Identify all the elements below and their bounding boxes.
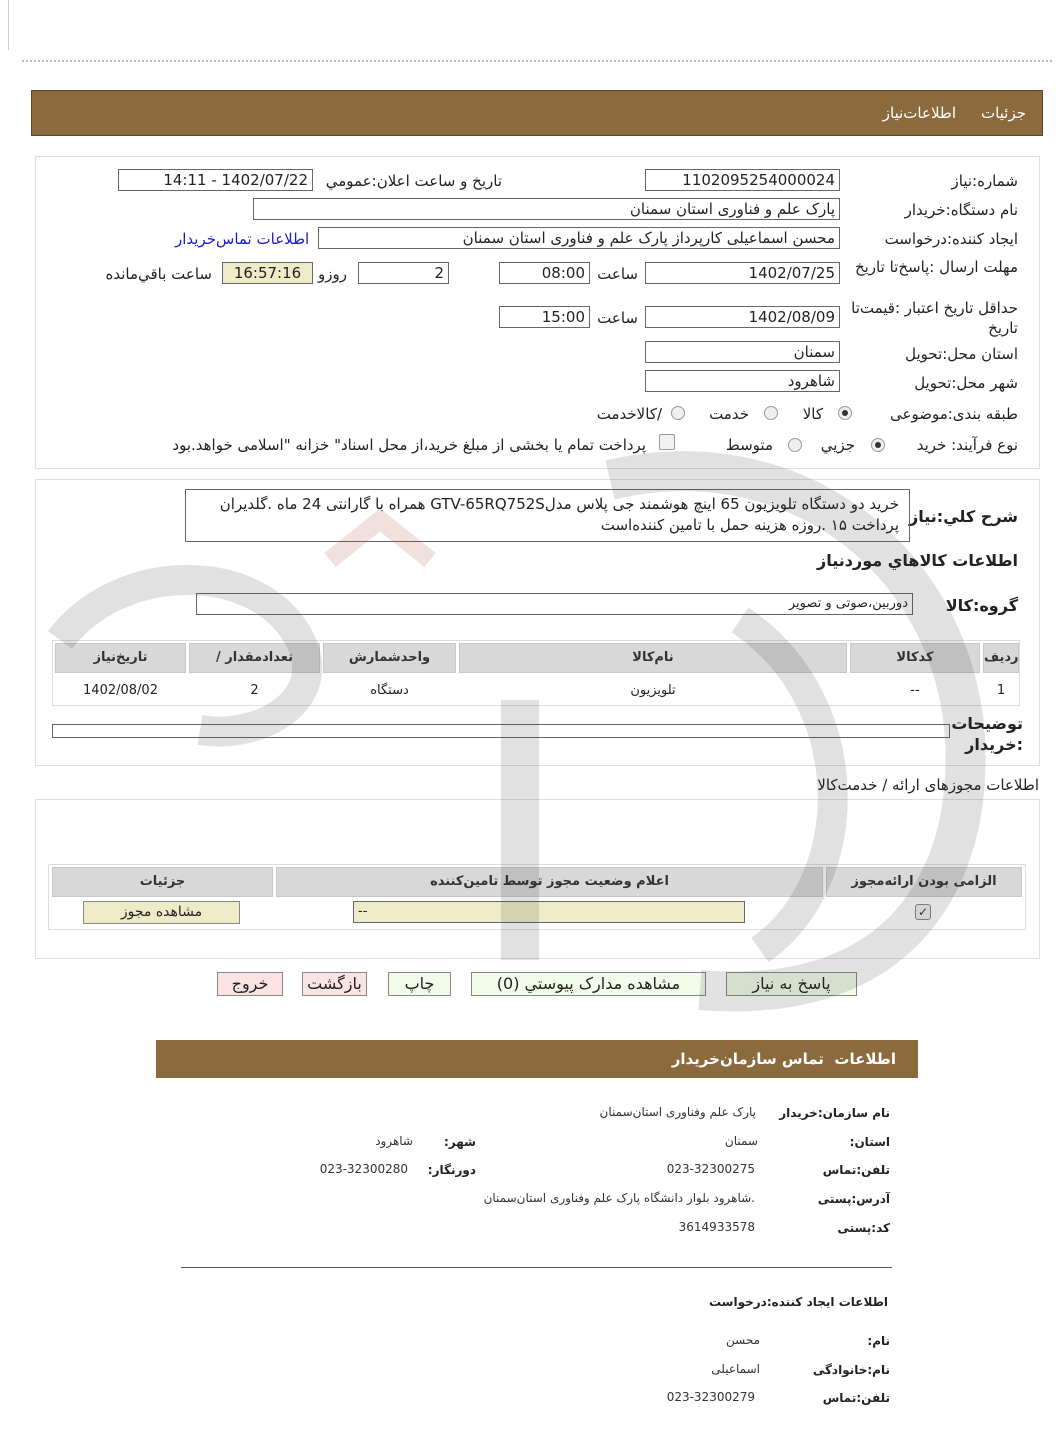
category-service-label: خدمت [709,405,749,423]
creator-phone-value: 023-32300279 [666,1390,755,1404]
back-button[interactable]: بازگشت [302,972,367,996]
tab-need-info[interactable]: اطلاعات‌نیاز [882,104,956,122]
top-dotted-separator [22,60,1052,62]
contact-postal-value: 3614933578 [678,1220,755,1234]
goods-cell-date: 1402/08/02 [83,683,158,698]
remaining-time-label: ساعت باقي‌مانده [105,265,212,283]
left-border-line [8,0,9,50]
treasury-note: پرداخت تمام يا بخشی از مبلغ خريد،از محل اسناد" خزانه "اسلامی خواهد.بود [172,436,646,454]
process-label: نوع فرآيند: خريد [916,436,1018,454]
goods-cell-unit: دستگاه [370,683,409,698]
buyer-contact-link[interactable]: اطلاعات تماس‌خريدار [175,230,310,248]
creator-family-label: نام:خانوادگی [812,1363,890,1377]
attachments-button[interactable]: مشاهده مدارک پيوستي (0) [471,972,706,996]
description-label: شرح کلي:نياز [909,507,1018,526]
category-both-radio[interactable] [671,406,685,420]
city-field: شاهرود [645,370,840,392]
buyer-org-field: پارک علم و فناوری استان سمنان [253,198,840,220]
goods-col-code: کدکالا [850,643,980,673]
description-field: خرید دو دستگاه تلویزیون 65 اینچ هوشمند جی پلاس مدلGTV-65RQ752S همراه با گارانتی 24 ماه .گلدیران پرداخت ۱۵ .روزه هزینه حمل با تامین کننده‌است [185,489,910,542]
goods-group-field: دوربین،صوتی و تصویر [196,593,913,615]
contact-postal-label: کد:پستی [837,1221,890,1235]
process-medium-label: متوسط [725,436,773,454]
reply-button[interactable]: پاسخ به نياز [726,972,857,996]
contact-province-value: سمنان [724,1134,758,1148]
contact-phone-value: 023-32300275 [666,1162,755,1176]
category-goods-radio[interactable] [838,406,852,420]
deadline-date-field: 1402/07/25 [645,262,840,284]
goods-col-date: تاريخ‌نياز [55,643,186,673]
category-label: طبقه بندی:موضوعی [890,405,1018,423]
license-status-field: -- [353,901,745,923]
license-col-required: الزامی بودن ارائه‌مجوز [826,867,1022,897]
creator-field: محسن اسماعیلی کارپرداز پارک علم و فناوری استان سمنان [318,227,840,249]
buyer-notes-field [52,724,950,738]
contact-phone-label: تلفن:تماس [822,1163,890,1177]
remaining-time-field: 16:57:16 [222,262,313,284]
view-license-button[interactable]: مشاهده مجوز [83,901,240,924]
contact-address-label: آدرس:پستی [817,1192,890,1206]
category-both-label: /کالاخدمت [596,405,662,423]
print-button[interactable]: چاپ [388,972,451,996]
creator-name-value: محسن [725,1333,760,1347]
creator-label: ايجاد کننده:درخواست [884,230,1018,248]
deadline-time-label: ساعت [597,265,638,283]
category-service-radio[interactable] [764,406,778,420]
tab-details[interactable]: جزئیات [981,104,1026,122]
process-small-radio[interactable] [871,438,885,452]
city-label: شهر محل:تحويل [914,374,1018,392]
creator-family-value: اسماعیلی [711,1362,760,1376]
license-col-details: جزئيات [52,867,273,897]
license-required-checkbox: ✓ [915,904,931,920]
buyer-notes-label: توضيحات :خريدار [951,714,1023,754]
exit-button[interactable]: خروج [217,972,283,996]
goods-col-qty: / تعدادمقدار [189,643,320,673]
validity-time-field: 15:00 [499,306,590,328]
goods-cell-name: تلويزيون [630,683,676,698]
goods-info-title: اطلاعات کالاهاي موردنياز [817,551,1018,570]
announce-datetime-field: 1402/07/22 - 14:11 [118,169,313,191]
validity-label: حداقل تاريخ اعتبار :قيمت‌تا تاريخ [851,299,1018,337]
contact-city-label: شهر: [444,1135,476,1149]
contact-org-label: نام سازمان:خريدار [779,1106,890,1120]
goods-col-unit: واحدشمارش [323,643,456,673]
creator-info-title: اطلاعات ايجاد کننده:درخواست [708,1295,888,1309]
days-label: روزو [318,265,347,283]
goods-group-label: گروه:کالا [945,596,1018,615]
validity-time-label: ساعت [597,309,638,327]
process-small-label: جزيي [820,436,855,454]
contact-city-value: شاهرود [375,1134,413,1148]
goods-col-row: رديف [983,643,1019,673]
goods-cell-code: -- [910,683,920,698]
contact-province-label: استان: [849,1135,890,1149]
validity-date-field: 1402/08/09 [645,306,840,328]
buyer-org-label: نام دستگاه:خريدار [904,201,1018,219]
contact-fax-label: دورنگار: [427,1163,476,1177]
goods-col-name: نام‌کالا [459,643,847,673]
creator-phone-label: تلفن:تماس [822,1391,890,1405]
license-col-status: اعلام وضعيت مجوز توسط تامين‌کننده [276,867,823,897]
contact-fax-value: 023-32300280 [319,1162,408,1176]
province-label: استان محل:تحويل [905,345,1018,363]
goods-cell-qty: 2 [250,683,259,698]
need-number-label: شماره:نیاز [951,172,1018,190]
contact-header-title: اطلاعات تماس سازمان‌خريدار [671,1050,896,1068]
contact-address-value: .شاهرود بلوار دانشگاه پارک علم وفناوری استان‌سمنان [483,1191,755,1205]
days-field: 2 [358,262,449,284]
contact-header-bar [156,1040,918,1078]
goods-cell-row: 1 [996,683,1006,698]
creator-name-label: نام: [867,1334,890,1348]
header-bar [31,90,1043,136]
need-number-field: 1102095254000024 [645,169,840,191]
deadline-time-field: 08:00 [499,262,590,284]
deadline-label: مهلت ارسال :پاسخ‌تا تاريخ [854,258,1018,276]
treasury-checkbox[interactable] [659,434,675,450]
contact-divider [181,1267,892,1268]
category-goods-label: کالا [802,405,823,423]
process-medium-radio[interactable] [788,438,802,452]
contact-org-value: پارک علم وفناوری استان‌سمنان [599,1105,756,1119]
license-section-title: اطلاعات مجوزهای ارائه / خدمت‌کالا [817,776,1039,794]
province-field: سمنان [645,341,840,363]
announce-label: تاريخ و ساعت اعلان:عمومي [325,172,502,190]
